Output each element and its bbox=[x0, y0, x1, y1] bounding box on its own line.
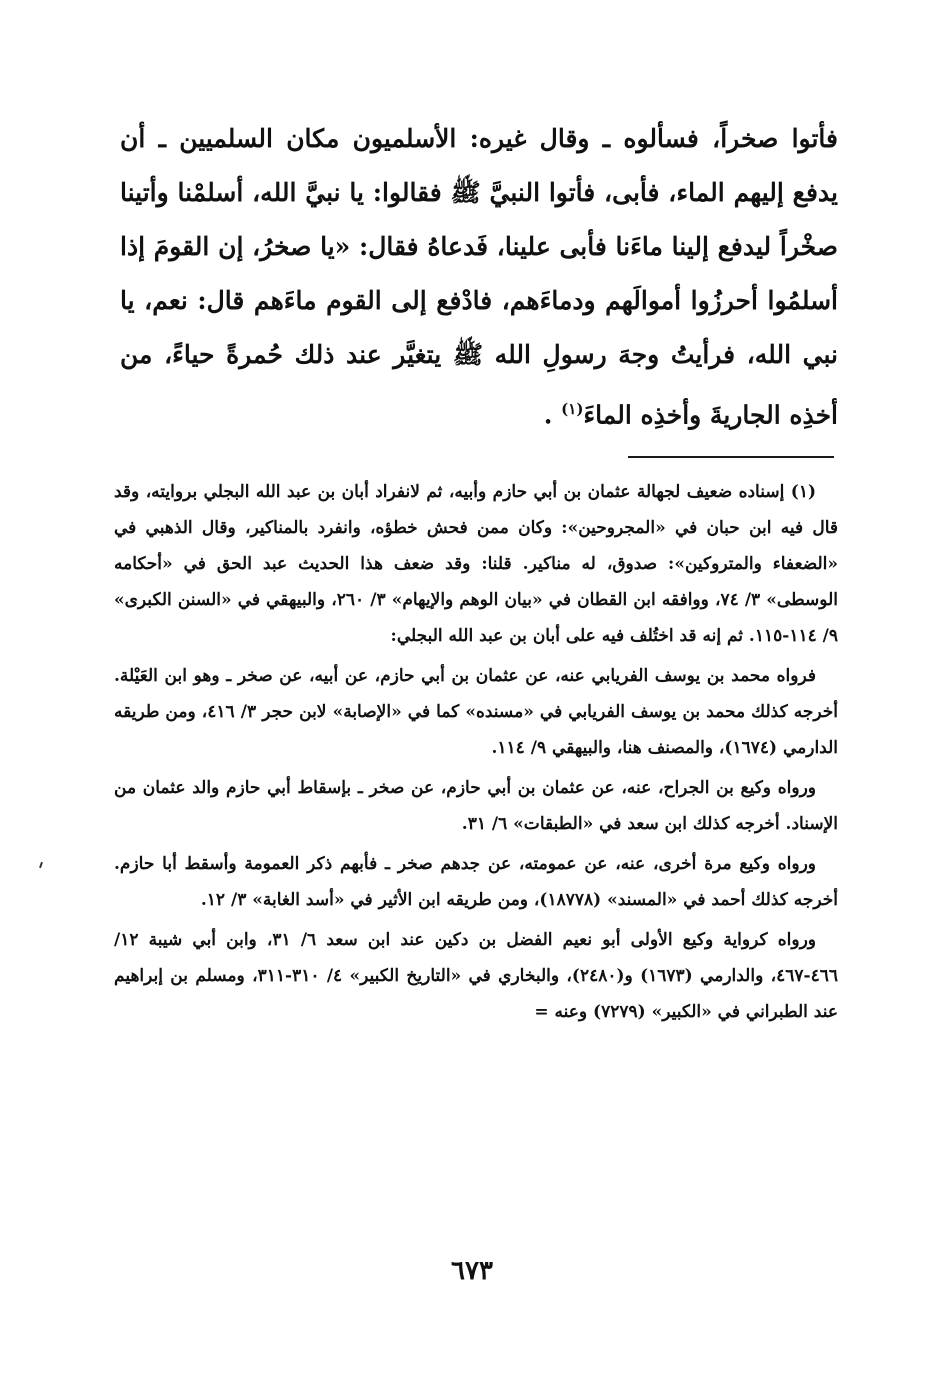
page-number: ٦٧٣ bbox=[451, 1256, 493, 1286]
footnotes-block bbox=[114, 474, 838, 1034]
main-paragraph-text: فأتوا صخراً، فسألوه ـ وقال غيره: الأسلميون مكان السلميين ـ أن يدفع إليهم الماء، فأبى، فأتوا النبيَّ ﷺ فقالوا: يا نبيَّ الله، أسلمْنا وأتينا صخْراً ليدفع إلينا ماءَنا فأبى علينا، فَدعاهُ فقال: «يا صخرُ، إن القومَ إذا أسلمُوا أحرزُوا أموالَهم ودماءَهم، فادْفع إلى القوم ماءَهم قال: نعم، يا نبي الله، فرأيتُ وجهَ رسولِ الله ﷺ يتغيَّر عند ذلك حُمرةً حياءً، من أخذِه الجاريةَ وأخذِه الماءَ bbox=[120, 124, 838, 430]
footnote-paragraph: ورواه كرواية وكيع الأولى أبو نعيم الفضل بن دكين عند ابن سعد ٦/ ٣١، وابن أبي شيبة ١٢/ ٤٦٦-٤٦٧، والدارمي (١٦٧٣) و(٢٤٨٠)، والبخاري في «التاريخ الكبير» ٤/ ٣١٠-٣١١، ومسلم بن إبراهيم عند الطبراني في «الكبير» (٧٢٧٩) وعنه = bbox=[114, 930, 838, 1022]
scan-speck bbox=[39, 862, 43, 868]
paragraph-end-punct: . bbox=[543, 400, 553, 430]
footnote-paragraph: ورواه وكيع مرة أخرى، عنه، عن عمومته، عن جدهم صخر ـ فأبهم ذكر العمومة وأسقط أبا حازم. أخرجه كذلك أحمد في «المسند» (١٨٧٧٨)، ومن طريقه ابن الأثير في «أسد الغابة» ٣/ ١٢. bbox=[114, 854, 838, 910]
footnote-paragraph: فرواه محمد بن يوسف الفريابي عنه، عن عثمان بن أبي حازم، عن أبيه، عن صخر ـ وهو ابن العَيْلة. أخرجه كذلك محمد بن يوسف الفريابي في «مسنده» كما في «الإصابة» لابن حجر ٣/ ٤١٦، ومن طريقه الدارمي (١٦٧٤)، والمصنف هنا، والبيهقي ٩/ ١١٤. bbox=[114, 666, 838, 758]
footnote-paragraph: (١) إسناده ضعيف لجهالة عثمان بن أبي حازم وأبيه، ثم لانفراد أبان بن عبد الله البجلي بروايته، وقد قال فيه ابن حبان في «المجروحين»: وكان ممن فحش خطؤه، وانفرد بالمناكير، وقال الذهبي في «الضعفاء والمتروكين»: صدوق، له مناكير. قلنا: وقد ضعف هذا الحديث عبد الحق في «أحكامه الوسطى» ٣/ ٧٤، ووافقه ابن القطان في «بيان الوهم والإيهام» ٣/ ٢٦٠، والبيهقي في «السنن الكبرى» ٩/ ١١٤-١١٥. ثم إنه قد اختُلف فيه على أبان بن عبد الله البجلي: bbox=[114, 482, 838, 646]
main-paragraph bbox=[120, 112, 838, 442]
main-text-block bbox=[120, 112, 838, 442]
footnote-paragraph: ورواه وكيع بن الجراح، عنه، عن عثمان بن أبي حازم، عن صخر ـ بإسقاط أبي حازم والد عثمان من الإسناد. أخرجه كذلك ابن سعد في «الطبقات» ٦/ ٣١. bbox=[114, 778, 838, 834]
footnote-separator bbox=[628, 456, 834, 458]
footnote-marker: (١) bbox=[561, 400, 584, 418]
